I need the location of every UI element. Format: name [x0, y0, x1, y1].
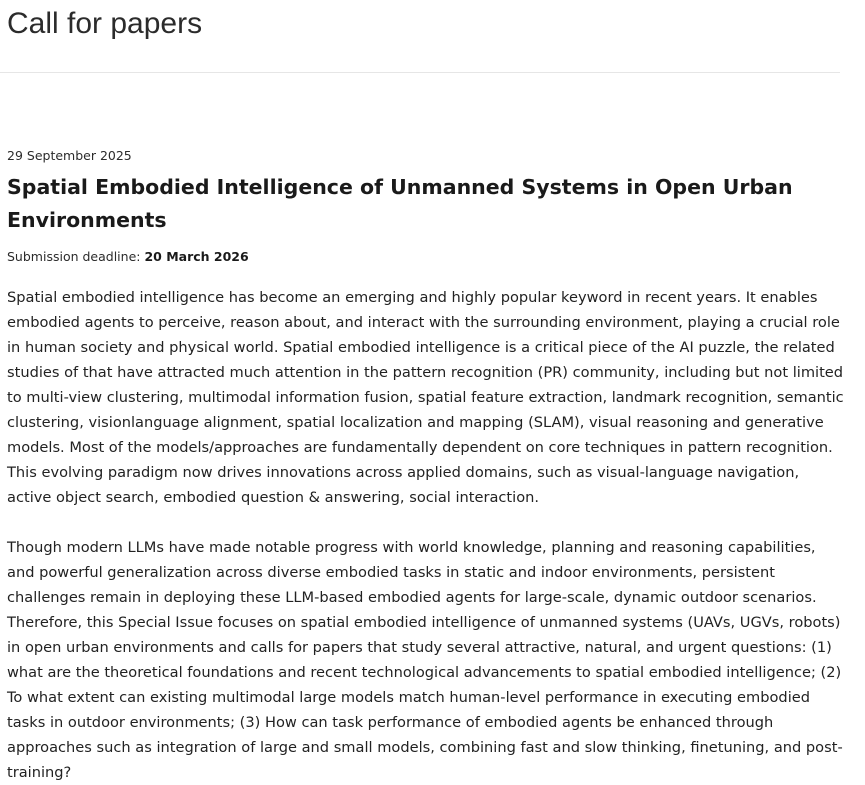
article-title: Spatial Embodied Intelligence of Unmanned Systems in Open Urban Environments	[7, 175, 793, 232]
publication-date: 29 September 2025	[7, 148, 132, 163]
page-title: Call for papers	[7, 7, 203, 40]
call-for-papers-article	[7, 147, 845, 785]
submission-deadline	[7, 247, 845, 267]
body-paragraph: Though modern LLMs have made notable progress with world knowledge, planning and reasoning capabilities, and powerful generalization across diverse embodied tasks in static and indoor environments, persistent challenges remain in deploying these LLM-based embodied agents for large-scale, dynamic outdoor scenarios. Therefore, this Special Issue focuses on spatial embodied intelligence of unmanned systems (UAVs, UGVs, robots) in open urban environments and calls for papers that study several attractive, natural, and urgent questions: (1) what are the theoretical foundations and recent technological advancements to spatial embodied intelligence; (2) To what extent can existing multimodal large models match human-level performance in executing embodied tasks in outdoor environments; (3) How can task performance of embodied agents be enhanced through approaches such as integration of large and small models, combining fast and slow thinking, finetuning, and post-training?	[7, 539, 843, 781]
deadline-date: 20 March 2026	[144, 249, 249, 264]
page-header	[0, 0, 840, 73]
deadline-label: Submission deadline:	[7, 249, 145, 264]
body-paragraph: Spatial embodied intelligence has become an emerging and highly popular keyword in recent years. It enables embodied agents to perceive, reason about, and interact with the surrounding environment, playing a crucial role in human society and physical world. Spatial embodied intelligence is a critical piece of the AI puzzle, the related studies of that have attracted much attention in the pattern recognition (PR) community, including but not limited to multi-view clustering, multimodal information fusion, spatial feature extraction, landmark recognition, semantic clustering, visionlanguage alignment, spatial localization and mapping (SLAM), visual reasoning and generative models. Most of the models/approaches are fundamentally dependent on core techniques in pattern recognition. This evolving paradigm now drives innovations across applied domains, such as visual-language navigation, active object search, embodied question & answering, social interaction.	[7, 289, 844, 506]
